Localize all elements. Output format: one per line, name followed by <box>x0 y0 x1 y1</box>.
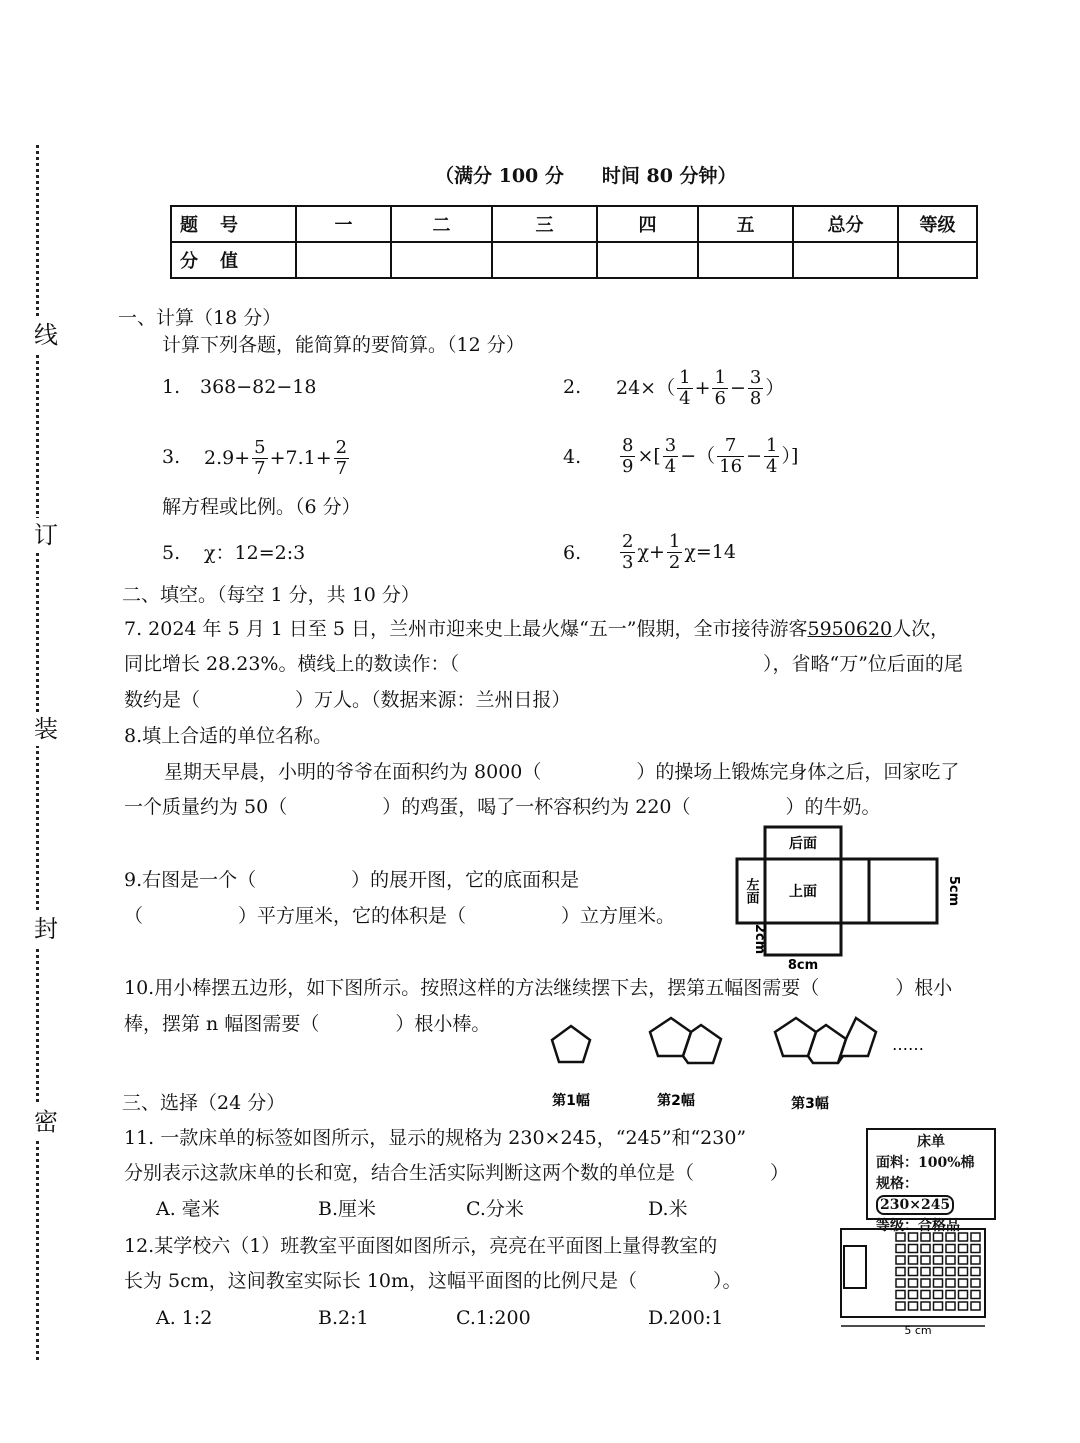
q12-option-b[interactable]: B.2:1 <box>318 1307 369 1329</box>
plan-desk <box>971 1233 980 1241</box>
label-card-title: 床单 <box>917 1134 945 1150</box>
plan-desk <box>909 1233 918 1241</box>
denominator: 9 <box>622 455 634 477</box>
q11-option-c[interactable]: C.分米 <box>466 1198 524 1220</box>
net-face-bottom <box>869 859 937 923</box>
fraction <box>677 368 692 409</box>
score-table-cell: 题 号 <box>171 206 296 242</box>
label-card-spec-label: 规格： <box>876 1176 918 1192</box>
q8-title: 8.填上合适的单位名称。 <box>124 725 333 747</box>
plan-desk <box>921 1302 930 1310</box>
plan-desk <box>896 1256 905 1264</box>
cuboid-net-figure <box>728 822 968 972</box>
q2-text: ） <box>765 377 785 399</box>
plan-desk <box>959 1302 968 1310</box>
score-table-value-row <box>171 242 977 278</box>
section-2-title: 二、填空。（每空 1 分，共 10 分） <box>122 584 420 606</box>
q4-number: 4. <box>563 446 582 468</box>
plan-desk <box>909 1268 918 1276</box>
plan-desk <box>921 1268 930 1276</box>
plan-desk <box>921 1291 930 1299</box>
label-card-spec-value: 230×245 <box>876 1195 954 1215</box>
binding-char-xian: 线 <box>30 318 62 352</box>
section-3-title: 三、选择（24 分） <box>122 1092 286 1114</box>
q11-option-a[interactable]: A. 毫米 <box>156 1198 220 1220</box>
score-table-cell: 总分 <box>793 206 898 242</box>
plan-desk <box>921 1245 930 1253</box>
operator: − <box>729 377 746 399</box>
denominator: 7 <box>254 457 266 479</box>
plan-desk <box>946 1256 955 1264</box>
plan-desk <box>909 1279 918 1287</box>
q8-line-2: 一个质量约为 50（ ）的鸡蛋，喝了一杯容积约为 220（ ）的牛奶。 <box>124 796 881 818</box>
denominator: 7 <box>335 457 348 479</box>
score-table-cell: 一 <box>296 206 391 242</box>
fraction <box>334 438 349 479</box>
plan-desk <box>959 1256 968 1264</box>
plan-desk <box>959 1291 968 1299</box>
plan-desk <box>909 1256 918 1264</box>
plan-desk <box>921 1256 930 1264</box>
q7-text: 人次， <box>892 618 950 640</box>
numerator: 3 <box>664 434 677 456</box>
q11-line-2: 分别表示这款床单的长和宽，结合生活实际判断这两个数的单位是（ ） <box>124 1162 790 1184</box>
q6-number: 6. <box>563 542 582 564</box>
plan-desk <box>946 1302 955 1310</box>
plan-desk <box>959 1268 968 1276</box>
plan-desk <box>971 1279 980 1287</box>
score-input-cell[interactable] <box>898 242 977 278</box>
q7-line-3: 数约是（ ）万人。（数据来源：兰州日报） <box>124 689 571 711</box>
plan-desk <box>921 1279 930 1287</box>
score-table-cell: 四 <box>597 206 698 242</box>
pentagon-fig3-c <box>838 1018 876 1063</box>
plan-desk <box>909 1291 918 1299</box>
q7-underlined-number: 5950620 <box>807 618 893 640</box>
pentagon-fig1 <box>552 1026 590 1062</box>
fraction <box>712 368 727 409</box>
q1-number: 1. <box>162 376 181 398</box>
plan-podium <box>844 1246 866 1288</box>
q3-number: 3. <box>162 446 181 468</box>
q4-expression <box>618 432 798 480</box>
numerator: 1 <box>714 366 726 388</box>
plan-desk <box>896 1268 905 1276</box>
plan-desk <box>896 1233 905 1241</box>
score-table <box>170 205 978 279</box>
score-table-cell: 分 值 <box>171 242 296 278</box>
q2-expression <box>616 364 784 412</box>
q12-line-2: 长为 5cm，这间教室实际长 10m，这幅平面图的比例尺是（ ）。 <box>124 1270 742 1292</box>
q2-number: 2. <box>563 376 582 398</box>
q3-expression <box>204 434 351 482</box>
fraction <box>620 532 635 573</box>
classroom-floor-plan <box>838 1226 988 1340</box>
plan-desk <box>921 1233 930 1241</box>
score-input-cell[interactable] <box>698 242 793 278</box>
q8-line-1: 星期天早晨，小明的爷爷在面积约为 8000（ ）的操场上锻炼完身体之后，回家吃了 <box>164 761 960 783</box>
denominator: 4 <box>679 387 691 409</box>
q12-line-1: 12.某学校六（1）班教室平面图如图所示，亮亮在平面图上量得教室的 <box>124 1235 718 1257</box>
plan-desk <box>946 1291 955 1299</box>
numerator: 2 <box>335 436 348 458</box>
pattern-ellipsis: …… <box>892 1035 924 1054</box>
q11-option-d[interactable]: D.米 <box>648 1198 688 1220</box>
q4-text: ×[ <box>637 445 661 467</box>
q6-equation <box>618 528 736 576</box>
plan-desk <box>934 1279 943 1287</box>
plan-desk <box>896 1245 905 1253</box>
plan-desk <box>971 1268 980 1276</box>
fraction <box>252 438 267 479</box>
score-table-cell: 二 <box>391 206 492 242</box>
net-label-center: 上面 <box>789 884 817 900</box>
numerator: 2 <box>622 530 634 552</box>
q4-text: ）] <box>781 445 799 467</box>
pattern-label-1: 第1幅 <box>552 1093 590 1109</box>
label-card-grade: 等级：合格品 <box>876 1218 960 1234</box>
q3-text: +7.1+ <box>269 447 332 469</box>
plan-desk <box>896 1279 905 1287</box>
q4-text: − <box>746 445 762 467</box>
plan-desk <box>934 1256 943 1264</box>
plan-desk <box>971 1291 980 1299</box>
q7-text: 7. 2024 年 5 月 1 日至 5 日，兰州市迎来史上最火爆“五一”假期，全市接待游客 <box>124 618 808 640</box>
q2-text: 24×（ <box>616 377 676 399</box>
score-table-header-row <box>171 206 977 242</box>
q3-text: 2.9+ <box>204 447 251 469</box>
numerator: 1 <box>668 530 681 552</box>
numerator: 1 <box>766 434 778 456</box>
net-label-width: 8cm <box>787 958 819 972</box>
score-table-cell: 三 <box>492 206 597 242</box>
plan-desk <box>909 1302 918 1310</box>
net-label-back: 后面 <box>789 836 817 852</box>
fraction <box>620 436 635 477</box>
fraction <box>667 532 682 573</box>
label-card-spec <box>876 1174 994 1216</box>
numerator: 3 <box>749 366 762 388</box>
plan-desk <box>946 1233 955 1241</box>
q6-text: χ+ <box>637 541 665 563</box>
plan-desk <box>934 1302 943 1310</box>
denominator: 8 <box>749 387 762 409</box>
plan-desk <box>896 1291 905 1299</box>
plan-desk <box>971 1302 980 1310</box>
numerator: 1 <box>679 366 691 388</box>
score-input-cell[interactable] <box>793 242 898 278</box>
q9-line-2: （ ）平方厘米，它的体积是（ ）立方厘米。 <box>124 905 676 927</box>
plan-desk <box>971 1245 980 1253</box>
section-1-title: 一、计算（18 分） <box>118 307 282 329</box>
binding-char-zhuang: 装 <box>30 712 62 746</box>
denominator: 3 <box>622 551 634 573</box>
net-label-depth: 2cm <box>752 923 767 955</box>
numerator: 7 <box>717 436 744 457</box>
q12-option-a[interactable]: A. 1:2 <box>156 1307 213 1329</box>
score-input-cell[interactable] <box>597 242 698 278</box>
score-input-cell[interactable] <box>492 242 597 278</box>
denominator: 4 <box>766 455 778 477</box>
q10-line-1: 10.用小棒摆五边形，如下图所示。按照这样的方法继续摆下去，摆第五幅图需要（ ）根小 <box>124 977 953 999</box>
pentagon-pattern-figure <box>540 1005 940 1115</box>
score-input-cell[interactable] <box>296 242 391 278</box>
score-table-cell: 等级 <box>898 206 977 242</box>
section-1-intro: 计算下列各题，能简算的要简算。（12 分） <box>162 334 525 356</box>
pattern-label-2: 第2幅 <box>657 1093 695 1109</box>
plan-desk <box>946 1268 955 1276</box>
fraction <box>717 436 744 477</box>
binding-char-feng: 封 <box>30 912 62 946</box>
q9-line-1: 9.右图是一个（ ）的展开图，它的底面积是 <box>124 869 580 891</box>
plan-desk <box>934 1245 943 1253</box>
binding-char-ding: 订 <box>30 518 62 552</box>
score-input-cell[interactable] <box>391 242 492 278</box>
q12-option-c[interactable]: C.1:200 <box>456 1307 531 1329</box>
plan-desk <box>946 1279 955 1287</box>
q7-line-1 <box>124 616 949 642</box>
plan-desk <box>946 1245 955 1253</box>
numerator: 5 <box>254 436 266 458</box>
plan-desk <box>934 1291 943 1299</box>
plan-desk <box>934 1233 943 1241</box>
denominator: 4 <box>664 455 677 477</box>
q5-number: 5. <box>162 542 181 564</box>
label-card-fabric: 面料：100%棉 <box>876 1155 975 1171</box>
q11-line-1: 11. 一款床单的标签如图所示，显示的规格为 230×245，“245”和“230” <box>124 1127 747 1149</box>
plan-outline <box>841 1229 985 1317</box>
fraction <box>663 436 678 477</box>
pattern-label-3: 第3幅 <box>791 1096 829 1112</box>
score-table-cell: 五 <box>698 206 793 242</box>
plan-desk <box>934 1268 943 1276</box>
operator: + <box>694 377 711 399</box>
q6-text: χ=14 <box>684 541 736 563</box>
net-face-front <box>765 923 841 955</box>
exam-header: （满分 100 分 时间 80 分钟） <box>435 165 737 187</box>
binding-char-mi: 密 <box>30 1105 62 1139</box>
fraction <box>748 368 763 409</box>
plan-desk <box>971 1256 980 1264</box>
plan-desk <box>909 1245 918 1253</box>
bedsheet-label-card <box>866 1128 996 1234</box>
numerator: 8 <box>622 434 634 456</box>
plan-desk <box>959 1279 968 1287</box>
q12-option-d[interactable]: D.200:1 <box>648 1307 724 1329</box>
section-1-intro-2: 解方程或比例。（6 分） <box>162 496 361 518</box>
net-label-height: 5cm <box>946 875 961 907</box>
q1-expression: 368−82−18 <box>200 376 317 398</box>
plan-scale-label: 5 cm <box>904 1324 932 1337</box>
plan-desk <box>959 1233 968 1241</box>
plan-desk <box>959 1245 968 1253</box>
q7-line-2: 同比增长 28.23%。横线上的数读作：（ ），省略“万”位后面的尾 <box>124 653 963 675</box>
fraction <box>764 436 779 477</box>
denominator: 16 <box>719 455 743 477</box>
q11-option-b[interactable]: B.厘米 <box>318 1198 377 1220</box>
net-face-right <box>841 859 869 923</box>
denominator: 6 <box>714 387 726 409</box>
q10-line-2: 棒，摆第 n 幅图需要（ ）根小棒。 <box>124 1013 491 1035</box>
net-label-left: 左面 <box>743 878 759 904</box>
q5-equation: χ：12=2:3 <box>204 542 306 564</box>
q4-text: −（ <box>680 445 716 467</box>
plan-desk <box>896 1302 905 1310</box>
denominator: 2 <box>668 551 681 573</box>
